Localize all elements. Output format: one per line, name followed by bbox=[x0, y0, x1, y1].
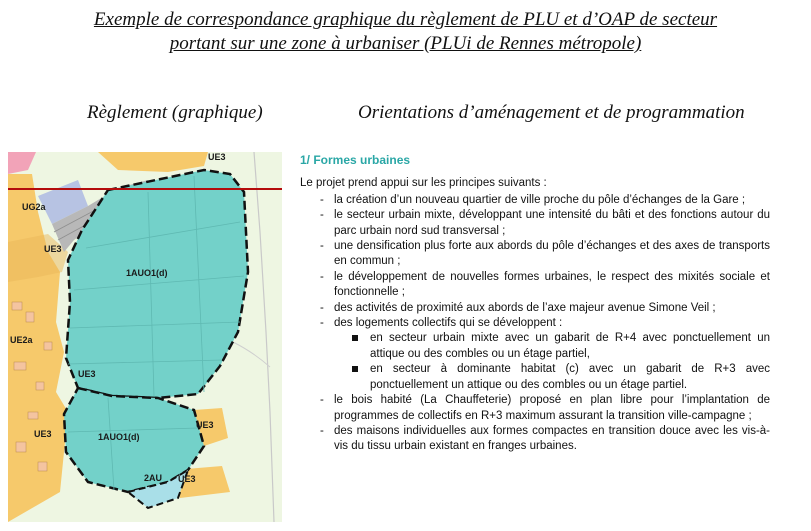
section-title: 1/ Formes urbaines bbox=[300, 153, 411, 167]
principle-item: - la création d’un nouveau quartier de ville proche du pôle d’échanges de la Gare ; bbox=[300, 193, 770, 208]
oap-text bbox=[300, 153, 770, 455]
sub-item: en secteur à dominante habitat (c) avec un gabarit de R+3 avec ponctuellement un attique ou des combles ou un étage partiel. bbox=[334, 362, 770, 393]
right-column-heading: Orientations d’aménagement et de programmation bbox=[358, 102, 745, 123]
principle-item: - des maisons individuelles aux formes compactes en transition douce avec les vis-à-vis du tissu urbain existant en franges urbaines. bbox=[300, 424, 770, 455]
zoning-map bbox=[8, 152, 282, 522]
principle-item: - le secteur urbain mixte, développant une intensité du bâti et des fonctions autour du parc urbain nord sud transversal ; bbox=[300, 208, 770, 239]
label-ue3-bottom: UE3 bbox=[178, 474, 196, 484]
label-2au: 2AU bbox=[144, 473, 163, 483]
principle-item-text: des logements collectifs qui se développent : bbox=[334, 317, 563, 330]
principle-item: - le développement de nouvelles formes urbaines, le respect des mixités sociale et fonctionnelle ; bbox=[300, 270, 770, 301]
label-ue3-lower: UE3 bbox=[34, 429, 52, 439]
green-strip bbox=[248, 152, 282, 522]
principle-item-with-subitems bbox=[300, 316, 770, 393]
title-line-1: Exemple de correspondance graphique du règlement de PLU et d’OAP de secteur bbox=[93, 9, 718, 30]
zoning-map-svg bbox=[8, 152, 282, 522]
label-ue3-mid: UE3 bbox=[78, 369, 96, 379]
title-line-2: portant sur une zone à urbaniser (PLUi de Rennes métropole) bbox=[169, 33, 642, 54]
sub-item: en secteur urbain mixte avec un gabarit de R+4 avec ponctuellement un attique ou des combles ou un étage partiel, bbox=[334, 331, 770, 362]
label-auo1-lower: 1AUO1(d) bbox=[98, 432, 140, 442]
principle-item: - le bois habité (La Chauffeterie) proposé en plan libre pour l’implantation de programmes de collectifs en R+3 maximum assurant la transition ville-campagne ; bbox=[300, 393, 770, 424]
label-ue3-left: UE3 bbox=[44, 244, 62, 254]
intro-text: Le projet prend appui sur les principes suivants : bbox=[300, 177, 547, 190]
principle-item: - des activités de proximité aux abords de l’axe majeur avenue Simone Veil ; bbox=[300, 301, 770, 316]
label-auo1-main: 1AUO1(d) bbox=[126, 268, 168, 278]
left-column-heading: Règlement (graphique) bbox=[87, 102, 263, 123]
label-ue2a: UE2a bbox=[10, 335, 33, 345]
subitems-list bbox=[334, 331, 770, 393]
label-ue3-top: UE3 bbox=[208, 152, 226, 162]
principle-item: - une densification plus forte aux abords du pôle d’échanges et des axes de transports en commun ; bbox=[300, 239, 770, 270]
principles-list bbox=[300, 193, 770, 455]
label-ug2a: UG2a bbox=[22, 202, 46, 212]
label-ue3-right: UE3 bbox=[196, 420, 214, 430]
document-title bbox=[40, 8, 771, 56]
